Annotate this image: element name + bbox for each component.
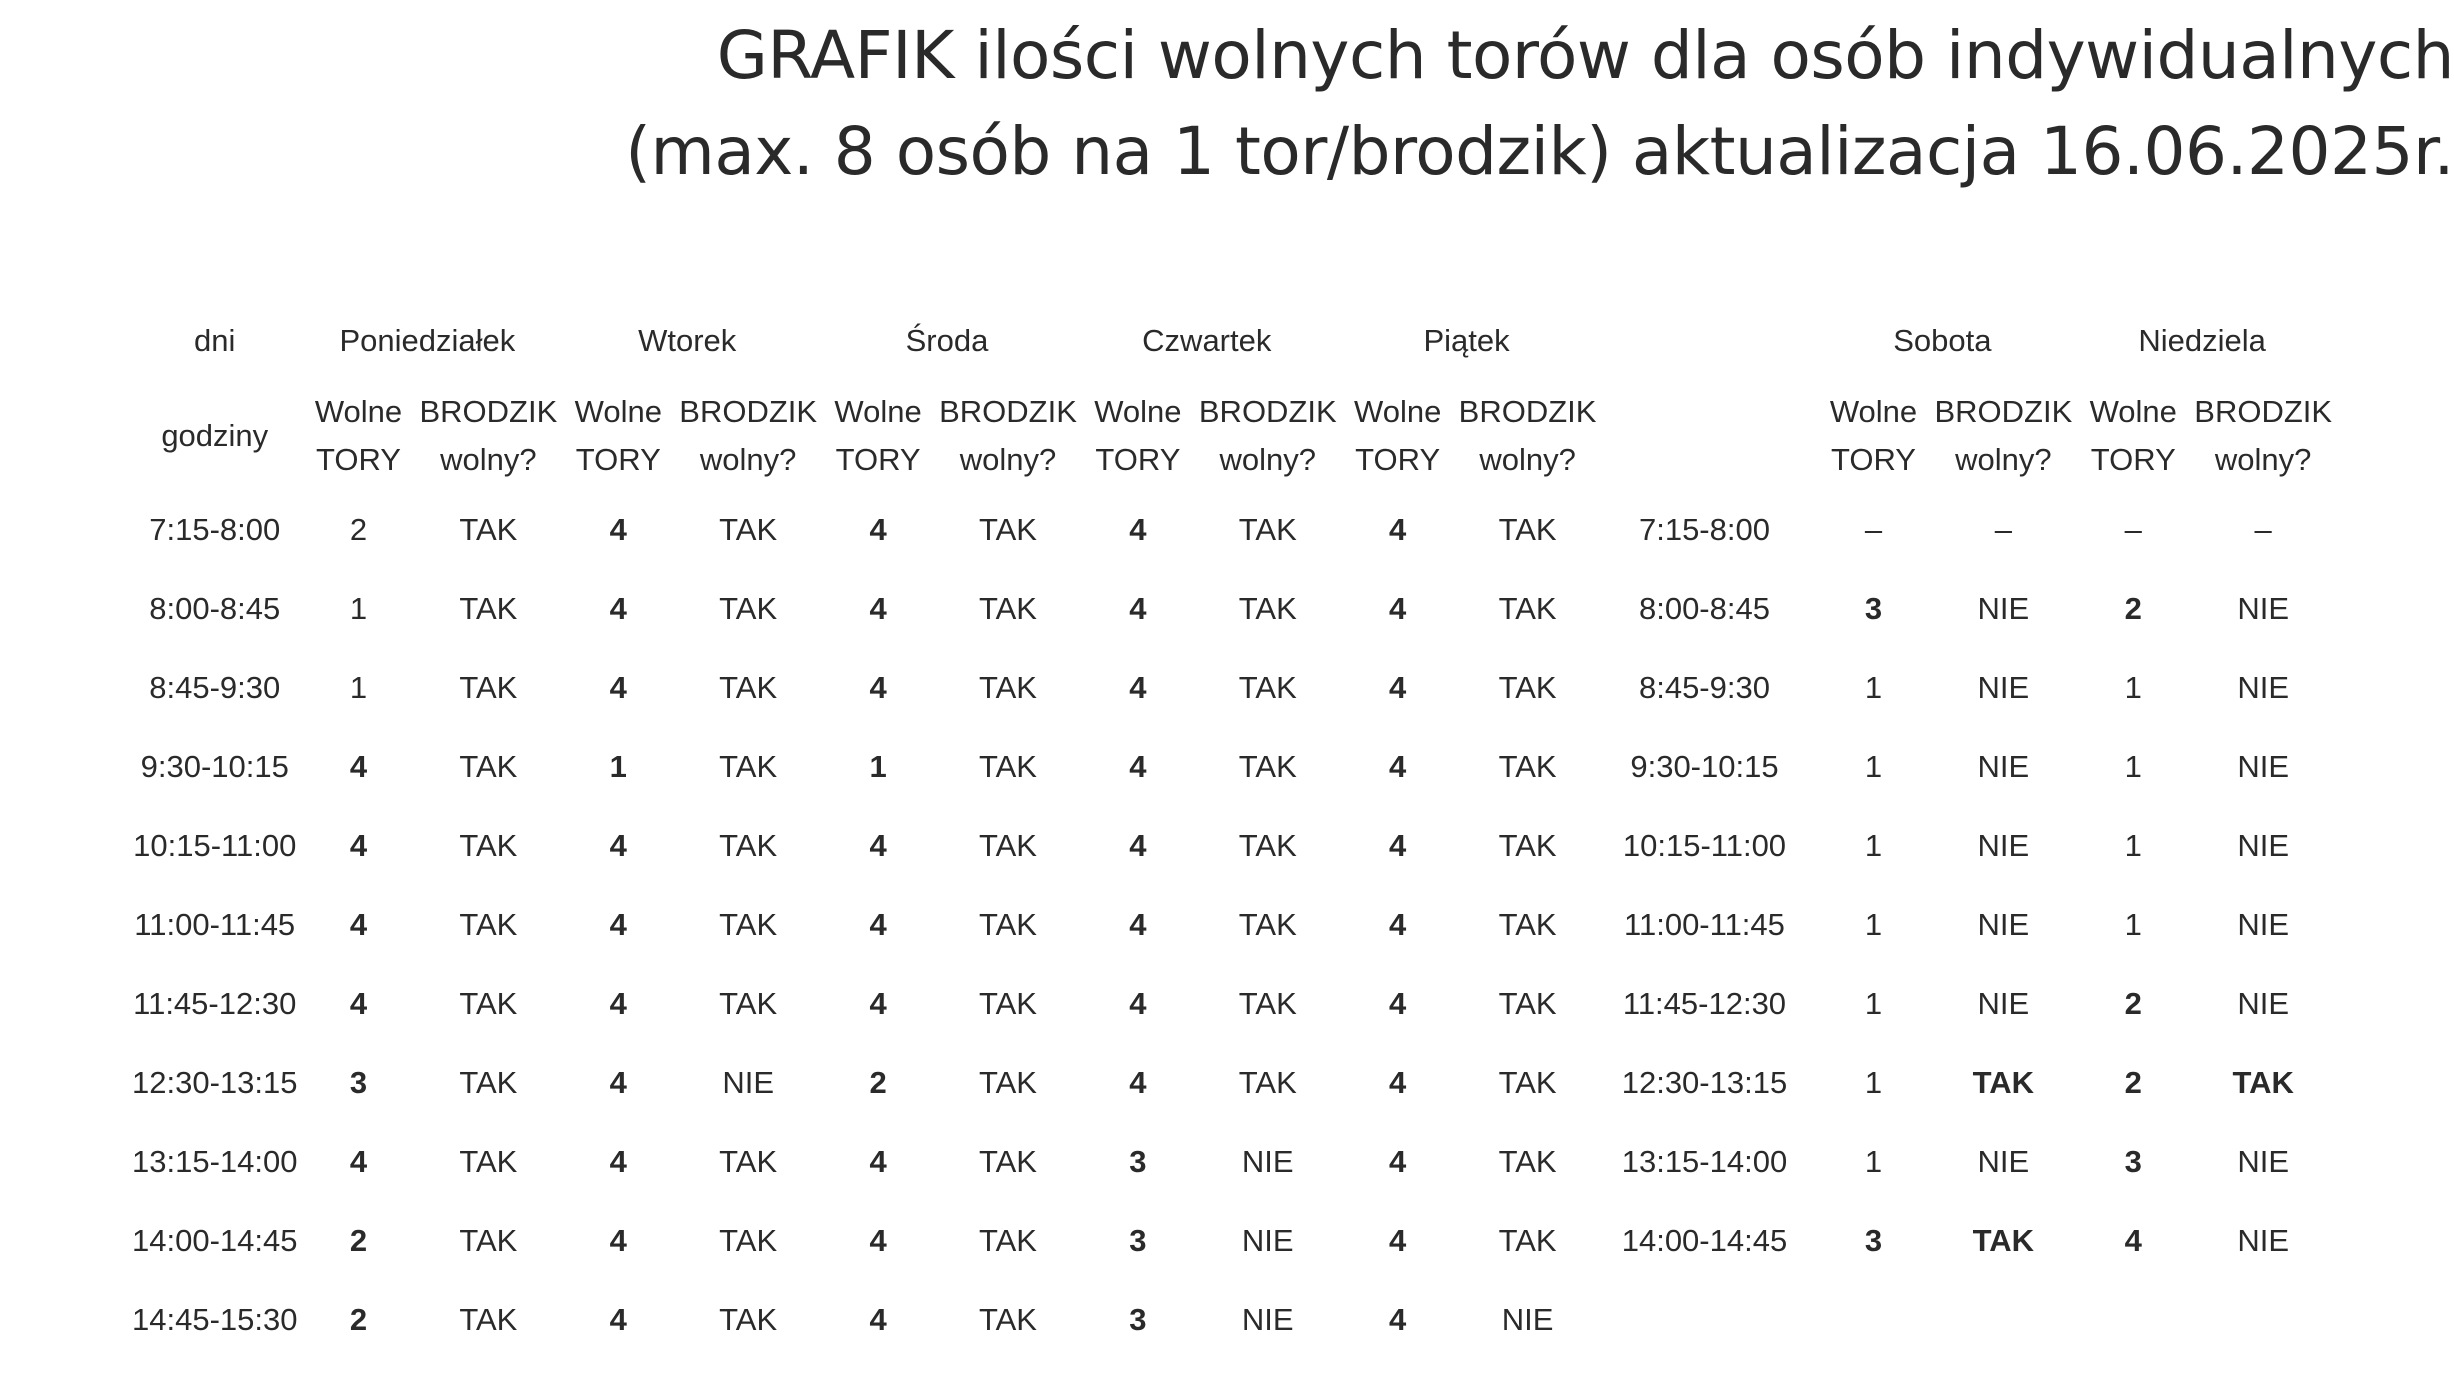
tory-value: 4 bbox=[609, 1301, 627, 1337]
brodzik-value: TAK bbox=[459, 511, 518, 547]
brodzik-value: TAK bbox=[978, 1222, 1037, 1258]
brodzik-value: TAK bbox=[1498, 985, 1557, 1021]
title-line-1: GRAFIK ilości wolnych torów dla osób indywidualnych bbox=[716, 17, 2454, 94]
tory-value: 4 bbox=[609, 827, 627, 863]
brodzik-value: NIE bbox=[2237, 1222, 2289, 1258]
table-row bbox=[132, 727, 2332, 806]
tory-value: 3 bbox=[2124, 1143, 2142, 1179]
brodzik-header bbox=[1934, 382, 2072, 490]
tory-value: 4 bbox=[869, 827, 887, 863]
tory-value: 1 bbox=[1864, 748, 1883, 784]
tory-value: 4 bbox=[609, 985, 627, 1021]
tory-value: 2 bbox=[349, 1222, 368, 1258]
tory-value: 1 bbox=[609, 748, 627, 784]
tory-value: 4 bbox=[609, 1222, 627, 1258]
tory-value: 4 bbox=[609, 511, 627, 547]
tory-value: 2 bbox=[349, 1301, 368, 1337]
tory-value: 4 bbox=[869, 1143, 887, 1179]
brodzik-value: TAK bbox=[1498, 511, 1557, 547]
tory-value: 4 bbox=[349, 1143, 368, 1179]
brodzik-value: TAK bbox=[978, 1143, 1037, 1179]
brodzik-value: NIE bbox=[2237, 669, 2289, 705]
brodzik-value: NIE bbox=[1977, 985, 2030, 1021]
brodzik-value: NIE bbox=[1977, 827, 2030, 863]
brodzik-value: TAK bbox=[459, 906, 518, 942]
wolne-tory-header bbox=[817, 382, 939, 490]
wolny-label: wolny? bbox=[2214, 442, 2312, 477]
brodzik-value: TAK bbox=[1238, 590, 1297, 626]
wolne-label: Wolne bbox=[1829, 394, 1918, 429]
brodzik-label: BRODZIK bbox=[2194, 394, 2333, 429]
brodzik-value: TAK bbox=[978, 827, 1037, 863]
time-slot-weekend: 8:00-8:45 bbox=[1638, 590, 1770, 626]
brodzik-value: TAK bbox=[1498, 1143, 1557, 1179]
time-slot: 9:30-10:15 bbox=[140, 748, 289, 784]
brodzik-value: TAK bbox=[1238, 827, 1297, 863]
brodzik-value: NIE bbox=[1977, 669, 2030, 705]
brodzik-value: TAK bbox=[459, 1301, 518, 1337]
day-header: Poniedziałek bbox=[339, 323, 516, 358]
tory-value: 1 bbox=[1864, 827, 1883, 863]
table-row bbox=[132, 1201, 2332, 1280]
brodzik-value: TAK bbox=[719, 1222, 778, 1258]
time-slot-weekend bbox=[1596, 1280, 1812, 1359]
tory-value: 4 bbox=[609, 906, 627, 942]
tory-value: – bbox=[2124, 511, 2142, 547]
tory-value: 4 bbox=[1389, 669, 1407, 705]
wolne-tory-header bbox=[1812, 382, 1934, 490]
brodzik-value: NIE bbox=[2237, 1143, 2289, 1179]
table-row bbox=[132, 1043, 2332, 1122]
time-slot: 14:00-14:45 bbox=[132, 1222, 298, 1258]
brodzik-header bbox=[1459, 382, 1597, 490]
tory-value: 4 bbox=[1129, 985, 1147, 1021]
tory-value: 2 bbox=[2124, 590, 2142, 626]
wolne-label: Wolne bbox=[314, 394, 403, 429]
time-slot-weekend: 9:30-10:15 bbox=[1630, 748, 1779, 784]
wolne-tory-header bbox=[1337, 382, 1459, 490]
brodzik-value: TAK bbox=[1498, 748, 1557, 784]
tory-value: 4 bbox=[869, 590, 887, 626]
tory-value: 4 bbox=[1389, 748, 1407, 784]
tory-value: 1 bbox=[1864, 985, 1883, 1021]
brodzik-value: TAK bbox=[978, 590, 1037, 626]
tory-value: 1 bbox=[349, 590, 368, 626]
time-slot: 11:45-12:30 bbox=[133, 985, 297, 1021]
wolne-label: Wolne bbox=[574, 394, 662, 429]
title-line-2: (max. 8 osób na 1 tor/brodzik) aktualizacja 16.06.2025r. bbox=[625, 113, 2454, 190]
brodzik-value: TAK bbox=[459, 1143, 518, 1179]
tory-value: 4 bbox=[1129, 669, 1147, 705]
brodzik-value: NIE bbox=[1501, 1301, 1554, 1337]
brodzik-header bbox=[939, 382, 1077, 490]
brodzik-value: TAK bbox=[719, 985, 778, 1021]
brodzik-value: TAK bbox=[978, 1064, 1037, 1100]
time-slot: 7:15-8:00 bbox=[149, 511, 281, 547]
tory-value: 4 bbox=[609, 1064, 627, 1100]
wolne-tory-header bbox=[297, 382, 419, 490]
tory-value: 4 bbox=[349, 748, 368, 784]
time-slot-weekend: 11:45-12:30 bbox=[1622, 985, 1787, 1021]
tory-value: 4 bbox=[869, 511, 887, 547]
brodzik-value: TAK bbox=[1238, 669, 1297, 705]
tory-label: TORY bbox=[1095, 442, 1181, 477]
tory-value: 1 bbox=[1864, 1143, 1883, 1179]
tory-value: 3 bbox=[1129, 1143, 1147, 1179]
brodzik-value: TAK bbox=[978, 1301, 1037, 1337]
brodzik-value: – bbox=[1994, 511, 2012, 547]
tory-value: 1 bbox=[2124, 748, 2142, 784]
brodzik-value: TAK bbox=[978, 906, 1037, 942]
time-slot: 11:00-11:45 bbox=[134, 906, 296, 942]
tory-value: 4 bbox=[2124, 1222, 2142, 1258]
tory-value bbox=[2072, 1280, 2194, 1359]
brodzik-value: TAK bbox=[1498, 669, 1557, 705]
brodzik-label: BRODZIK bbox=[1934, 394, 2073, 429]
schedule-table bbox=[132, 300, 2332, 1359]
subheader-row bbox=[132, 382, 2332, 490]
godziny-label: godziny bbox=[161, 418, 269, 453]
time-slot-weekend: 11:00-11:45 bbox=[1624, 906, 1785, 942]
tory-value: 4 bbox=[609, 590, 627, 626]
tory-value: 3 bbox=[1864, 590, 1883, 626]
brodzik-value: TAK bbox=[719, 906, 778, 942]
spacer-cell bbox=[1596, 300, 1812, 382]
tory-value: 1 bbox=[1864, 1064, 1883, 1100]
tory-value: 4 bbox=[1129, 511, 1147, 547]
time-slot: 8:00-8:45 bbox=[149, 590, 281, 626]
tory-value: 1 bbox=[2124, 827, 2142, 863]
table-row bbox=[132, 490, 2332, 569]
wolne-label: Wolne bbox=[2089, 394, 2177, 429]
brodzik-value: NIE bbox=[1241, 1143, 1294, 1179]
wolny-label: wolny? bbox=[1479, 442, 1576, 477]
table-row bbox=[132, 1122, 2332, 1201]
tory-value: 2 bbox=[869, 1064, 887, 1100]
tory-value: 1 bbox=[2124, 906, 2142, 942]
brodzik-header bbox=[1199, 382, 1337, 490]
brodzik-value: NIE bbox=[2237, 906, 2289, 942]
day-header: Sobota bbox=[1893, 323, 1992, 358]
wolne-label: Wolne bbox=[1354, 394, 1442, 429]
brodzik-value: TAK bbox=[978, 669, 1037, 705]
tory-value: 4 bbox=[869, 1222, 887, 1258]
table-row bbox=[132, 1280, 2332, 1359]
wolne-label: Wolne bbox=[834, 394, 922, 429]
tory-label: TORY bbox=[1355, 442, 1441, 477]
tory-label: TORY bbox=[575, 442, 661, 477]
day-header: Środa bbox=[905, 323, 989, 358]
wolny-label: wolny? bbox=[1955, 442, 2052, 477]
brodzik-value: TAK bbox=[1498, 590, 1557, 626]
tory-value: 2 bbox=[2124, 985, 2142, 1021]
wolny-label: wolny? bbox=[1219, 442, 1317, 477]
tory-value: 1 bbox=[1864, 906, 1883, 942]
tory-value: 4 bbox=[1389, 1064, 1407, 1100]
time-slot: 14:45-15:30 bbox=[132, 1301, 298, 1337]
wolne-tory-header bbox=[2072, 382, 2194, 490]
time-slot-weekend: 7:15-8:00 bbox=[1638, 511, 1770, 547]
brodzik-value: – bbox=[2254, 511, 2272, 547]
wolne-label: Wolne bbox=[1094, 394, 1182, 429]
brodzik-value: NIE bbox=[2237, 827, 2289, 863]
tory-value: 4 bbox=[1129, 748, 1147, 784]
spacer-cell bbox=[1596, 382, 1812, 490]
day-header: Czwartek bbox=[1142, 323, 1272, 358]
brodzik-value: TAK bbox=[719, 511, 778, 547]
brodzik-value: TAK bbox=[1498, 906, 1557, 942]
brodzik-value: TAK bbox=[459, 985, 518, 1021]
time-slot-weekend: 10:15-11:00 bbox=[1622, 827, 1787, 863]
brodzik-value: TAK bbox=[459, 1222, 518, 1258]
brodzik-value: TAK bbox=[719, 827, 778, 863]
brodzik-value: TAK bbox=[1238, 985, 1297, 1021]
tory-value: 3 bbox=[1129, 1222, 1147, 1258]
brodzik-value: TAK bbox=[1498, 827, 1557, 863]
wolne-tory-header bbox=[1077, 382, 1199, 490]
brodzik-value: TAK bbox=[459, 669, 518, 705]
tory-value: 1 bbox=[2124, 669, 2142, 705]
brodzik-value: TAK bbox=[719, 1301, 778, 1337]
brodzik-value: NIE bbox=[1977, 590, 2030, 626]
brodzik-value: TAK bbox=[2232, 1064, 2294, 1100]
brodzik-value: NIE bbox=[1977, 906, 2030, 942]
brodzik-value: TAK bbox=[978, 511, 1037, 547]
dni-label: dni bbox=[194, 323, 236, 358]
tory-value: 4 bbox=[1389, 590, 1407, 626]
wolny-label: wolny? bbox=[440, 442, 537, 477]
schedule-body bbox=[132, 300, 2332, 1359]
table-row bbox=[132, 648, 2332, 727]
brodzik-header bbox=[419, 382, 557, 490]
day-header: Piątek bbox=[1423, 323, 1510, 358]
tory-label: TORY bbox=[2090, 442, 2176, 477]
tory-value: 2 bbox=[2124, 1064, 2142, 1100]
brodzik-value: TAK bbox=[1498, 1222, 1557, 1258]
page-title bbox=[0, 8, 2454, 200]
tory-value: – bbox=[1864, 511, 1883, 547]
brodzik-value: TAK bbox=[459, 827, 518, 863]
time-slot: 10:15-11:00 bbox=[133, 827, 297, 863]
brodzik-label: BRODZIK bbox=[1198, 394, 1337, 429]
brodzik-value: TAK bbox=[978, 748, 1037, 784]
tory-value: 4 bbox=[1129, 906, 1147, 942]
time-slot-weekend: 12:30-13:15 bbox=[1621, 1064, 1788, 1100]
tory-value: 4 bbox=[1389, 1222, 1407, 1258]
tory-value: 4 bbox=[1129, 1064, 1147, 1100]
tory-value: 4 bbox=[1389, 511, 1407, 547]
brodzik-value: TAK bbox=[459, 748, 518, 784]
brodzik-value bbox=[1934, 1280, 2072, 1359]
table-row bbox=[132, 885, 2332, 964]
tory-value: 2 bbox=[349, 511, 368, 547]
brodzik-value: TAK bbox=[719, 748, 778, 784]
tory-value: 4 bbox=[869, 669, 887, 705]
tory-value: 4 bbox=[609, 669, 627, 705]
brodzik-value: TAK bbox=[1238, 748, 1297, 784]
tory-value: 4 bbox=[349, 906, 368, 942]
tory-value: 4 bbox=[869, 1301, 887, 1337]
brodzik-value: TAK bbox=[1238, 906, 1297, 942]
brodzik-label: BRODZIK bbox=[1458, 394, 1597, 429]
tory-value: 3 bbox=[1864, 1222, 1883, 1258]
brodzik-value: NIE bbox=[1977, 1143, 2030, 1179]
tory-value: 1 bbox=[349, 669, 368, 705]
brodzik-value: TAK bbox=[1238, 1064, 1297, 1100]
brodzik-value: NIE bbox=[1241, 1301, 1294, 1337]
brodzik-value: TAK bbox=[719, 669, 778, 705]
brodzik-value: NIE bbox=[722, 1064, 775, 1100]
time-slot: 13:15-14:00 bbox=[132, 1143, 298, 1179]
tory-value: 4 bbox=[1129, 590, 1147, 626]
tory-label: TORY bbox=[835, 442, 921, 477]
wolne-tory-header bbox=[557, 382, 679, 490]
tory-value: 4 bbox=[609, 1143, 627, 1179]
brodzik-header bbox=[679, 382, 817, 490]
brodzik-value: NIE bbox=[1241, 1222, 1294, 1258]
tory-value: 1 bbox=[1864, 669, 1883, 705]
tory-value: 4 bbox=[869, 985, 887, 1021]
brodzik-value: NIE bbox=[2237, 590, 2289, 626]
tory-value: 1 bbox=[869, 748, 887, 784]
brodzik-value: TAK bbox=[1972, 1064, 2035, 1100]
brodzik-value: NIE bbox=[1977, 748, 2030, 784]
brodzik-label: BRODZIK bbox=[939, 394, 1077, 429]
tory-value: 4 bbox=[349, 827, 368, 863]
brodzik-value: TAK bbox=[978, 985, 1037, 1021]
brodzik-value: TAK bbox=[1972, 1222, 2035, 1258]
tory-value: 4 bbox=[1389, 985, 1407, 1021]
tory-label: TORY bbox=[1830, 442, 1916, 477]
tory-value: 4 bbox=[1389, 1301, 1407, 1337]
tory-value: 4 bbox=[1389, 827, 1407, 863]
tory-value: 3 bbox=[349, 1064, 368, 1100]
time-slot: 8:45-9:30 bbox=[149, 669, 281, 705]
wolny-label: wolny? bbox=[959, 442, 1057, 477]
tory-value: 4 bbox=[1389, 906, 1407, 942]
table-row bbox=[132, 806, 2332, 885]
day-header: Wtorek bbox=[638, 323, 737, 358]
brodzik-label: BRODZIK bbox=[419, 394, 558, 429]
tory-value: 4 bbox=[349, 985, 368, 1021]
brodzik-value: NIE bbox=[2237, 985, 2289, 1021]
brodzik-value: TAK bbox=[459, 1064, 518, 1100]
tory-value: 4 bbox=[869, 906, 887, 942]
table-row bbox=[132, 964, 2332, 1043]
brodzik-value: NIE bbox=[2237, 748, 2289, 784]
time-slot-weekend: 13:15-14:00 bbox=[1621, 1143, 1788, 1179]
brodzik-header bbox=[2194, 382, 2332, 490]
time-slot-weekend: 14:00-14:45 bbox=[1621, 1222, 1788, 1258]
brodzik-label: BRODZIK bbox=[679, 394, 818, 429]
tory-value: 4 bbox=[1389, 1143, 1407, 1179]
time-slot: 12:30-13:15 bbox=[132, 1064, 298, 1100]
brodzik-value: TAK bbox=[459, 590, 518, 626]
tory-value: 3 bbox=[1129, 1301, 1147, 1337]
time-slot-weekend: 8:45-9:30 bbox=[1638, 669, 1770, 705]
brodzik-value: TAK bbox=[1238, 511, 1297, 547]
brodzik-value: TAK bbox=[1498, 1064, 1557, 1100]
tory-label: TORY bbox=[315, 442, 401, 477]
table-row bbox=[132, 569, 2332, 648]
tory-value: 4 bbox=[1129, 827, 1147, 863]
days-header-row bbox=[132, 300, 2332, 382]
day-header: Niedziela bbox=[2138, 323, 2266, 358]
brodzik-value bbox=[2194, 1280, 2332, 1359]
brodzik-value: TAK bbox=[719, 1143, 778, 1179]
tory-value bbox=[1812, 1280, 1934, 1359]
wolny-label: wolny? bbox=[699, 442, 797, 477]
brodzik-value: TAK bbox=[719, 590, 778, 626]
